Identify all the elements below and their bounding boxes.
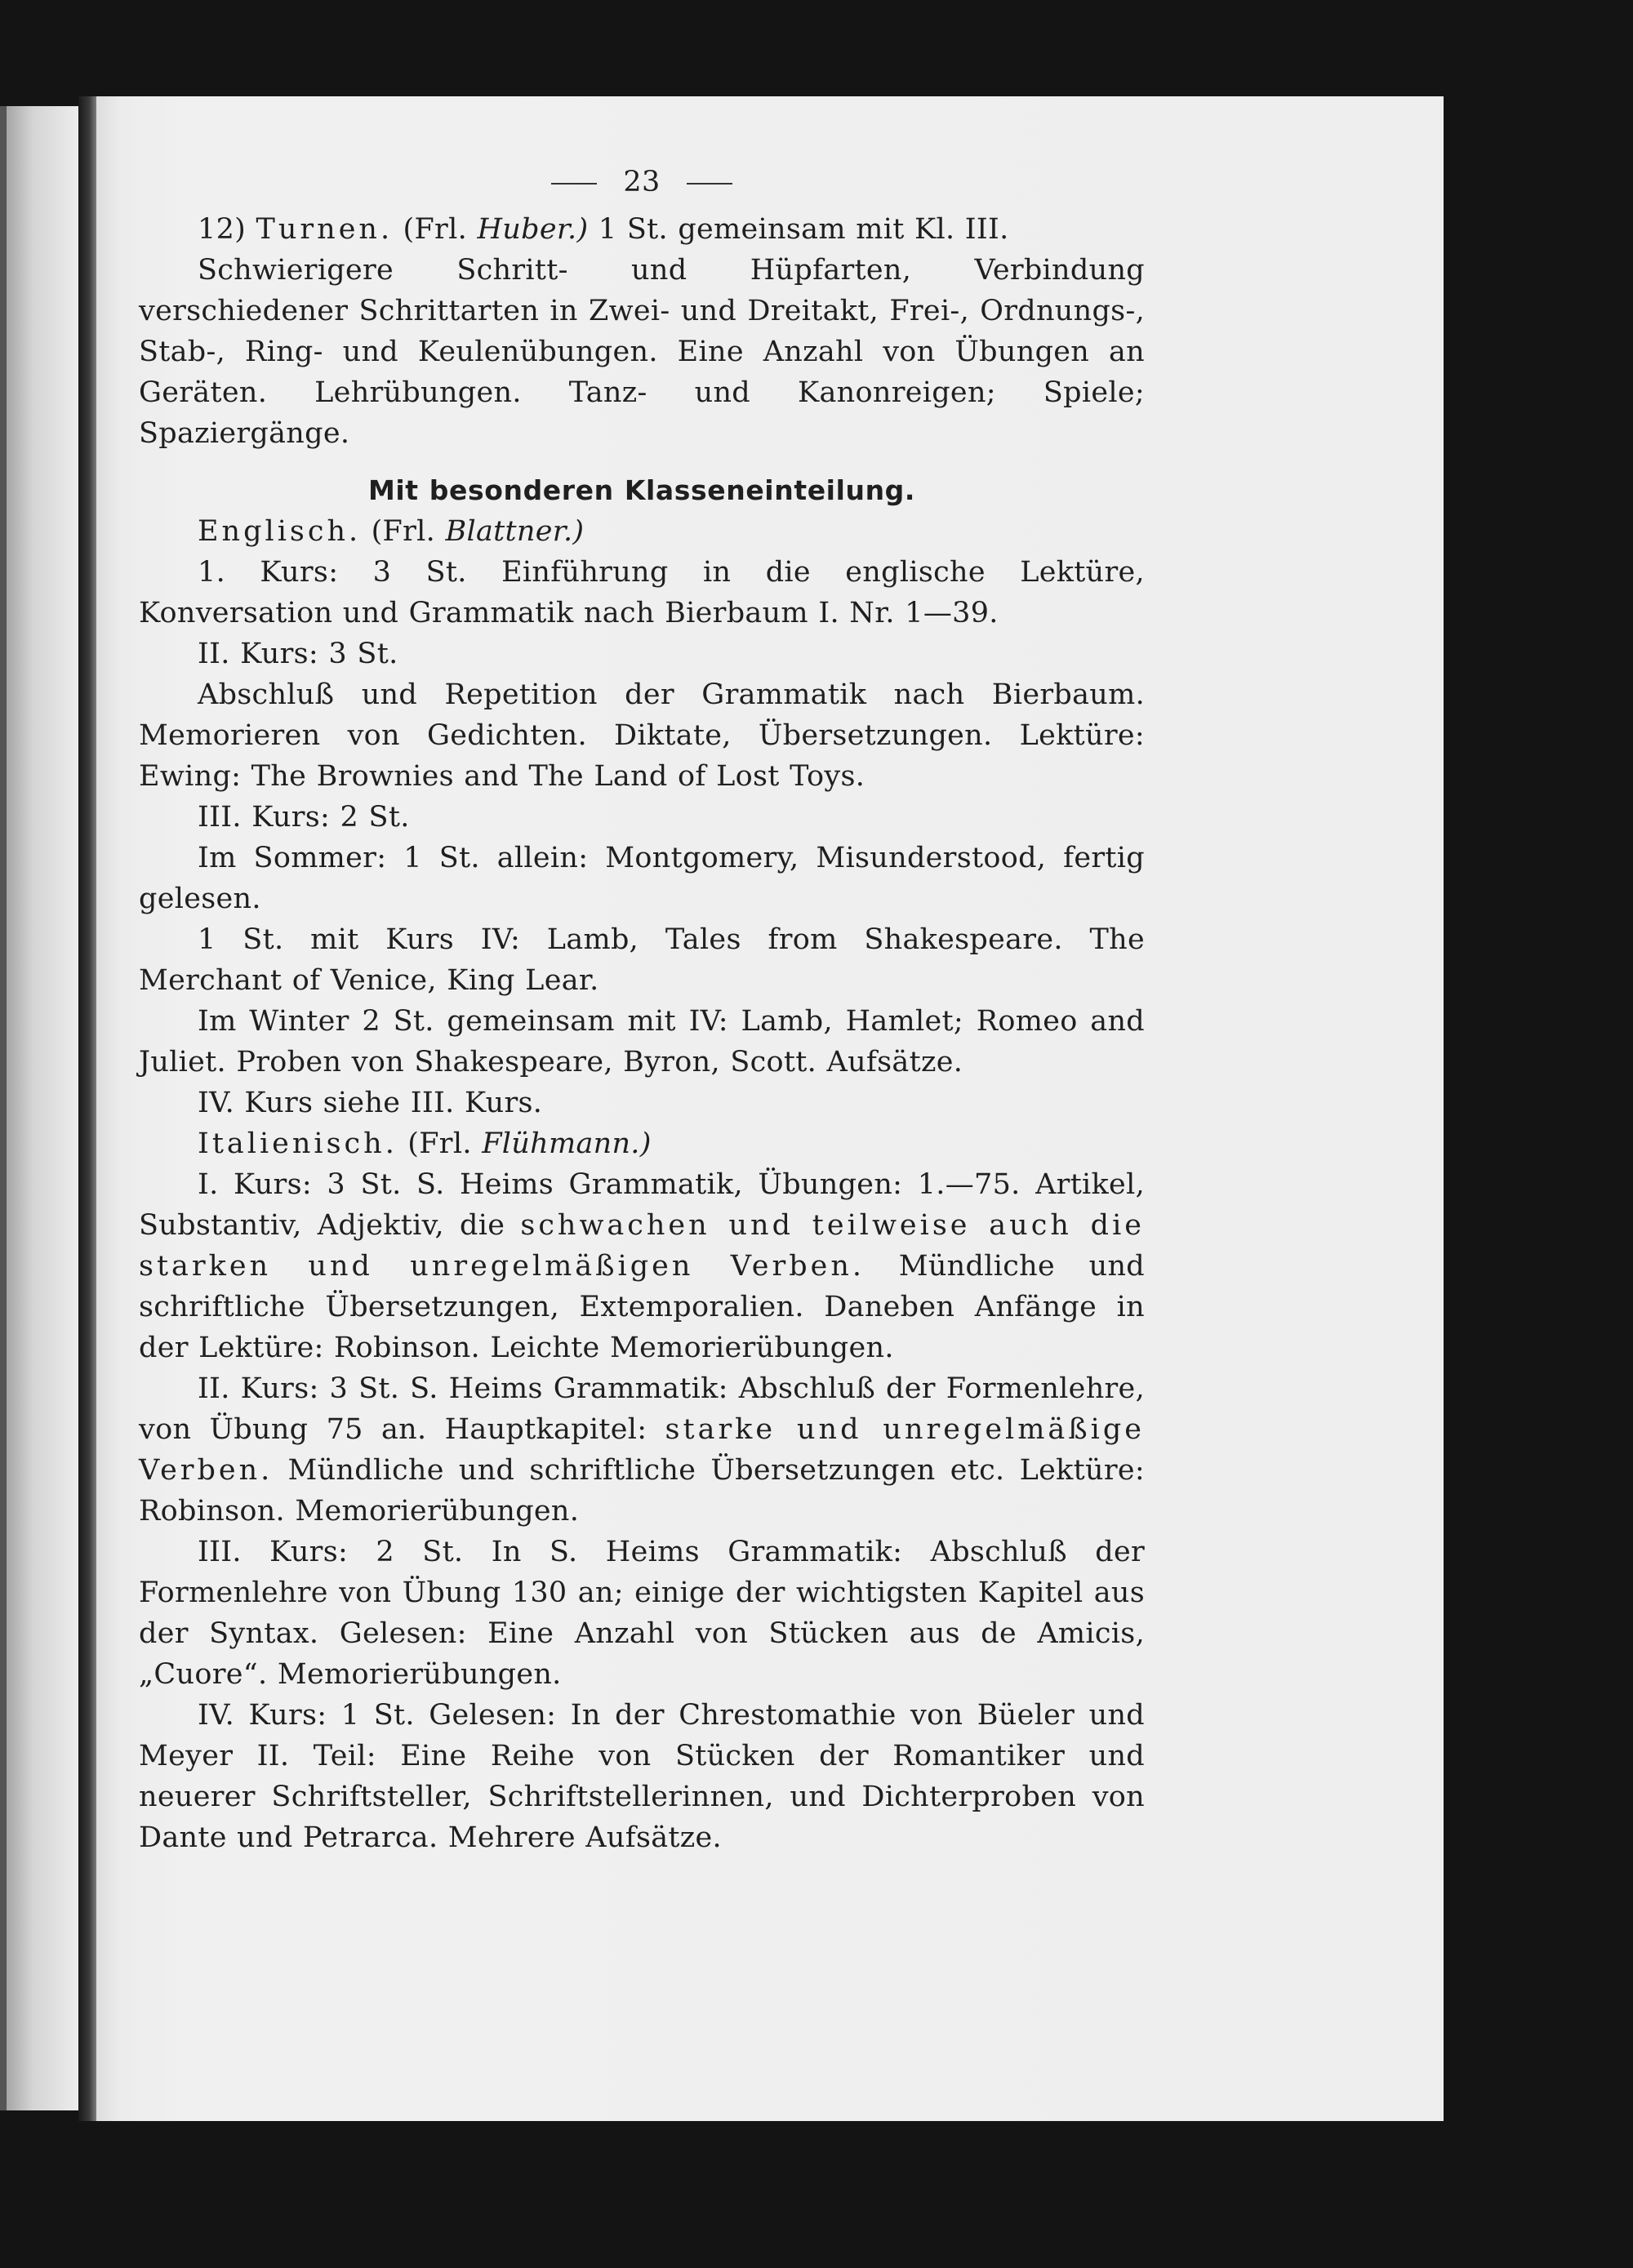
italienisch-kurs-2-b: Mündliche und schriftliche Übersetzungen etc. Lektüre: Robinson. Memorierübungen. — [139, 1454, 1145, 1528]
englisch-title — [139, 511, 1145, 552]
englisch-subject: Englisch. — [198, 515, 362, 548]
turnen-title — [139, 209, 1145, 250]
page-number-value: 23 — [623, 166, 661, 198]
turnen-teacher: Huber.) — [477, 213, 589, 246]
page-number — [139, 162, 1145, 202]
englisch-kurs-2-title: II. Kurs: 3 St. — [198, 638, 398, 670]
italienisch-teacher: Flühmann.) — [482, 1127, 652, 1160]
italienisch-teacher-prefix: (Frl. — [407, 1127, 472, 1160]
italienisch-subject: Italienisch. — [198, 1127, 398, 1160]
englisch-kurs-2-body: Abschluß und Repetition der Grammatik nach Bierbaum. Memorieren von Gedichten. Diktate, Übersetzungen. Lektüre: Ewing: The Brownies and The Land of Lost Toys. — [139, 678, 1145, 793]
turnen-subject: Turnen. — [256, 213, 394, 246]
englisch-kurs-4: IV. Kurs siehe III. Kurs. — [198, 1087, 543, 1119]
page-gutter — [78, 96, 96, 2121]
page-content — [139, 162, 1145, 1858]
left-page-edge — [0, 106, 82, 2110]
italienisch-kurs-3: III. Kurs: 2 St. In S. Heims Grammatik: Abschluß der Formenlehre von Übung 130 an; einige der wichtigsten Kapitel aus der Syntax. Gelesen: Eine Anzahl von Stücken aus de Amicis, „Cuore“. Memorierübungen. — [139, 1536, 1145, 1691]
italienisch-kurs-1-b: Mündliche und schriftliche Übersetzungen, Extemporalien. Daneben Anfänge in der Lektüre: Robinson. Leichte Memorierübungen. — [139, 1250, 1145, 1364]
italienisch-kurs-1 — [139, 1164, 1145, 1368]
left-page-shadow — [0, 106, 7, 2110]
italienisch-title — [139, 1123, 1145, 1164]
italienisch-kurs-2-a: II. Kurs: 3 St. S. Heims Grammatik: Abschluß der Formenlehre, von Übung 75 an. Hauptkapitel: — [139, 1372, 1145, 1446]
turnen-hours: 1 St. gemeinsam mit Kl. III. — [598, 213, 1009, 246]
englisch-teacher: Blattner.) — [445, 515, 585, 548]
englisch-kurs-3-mit-iv: 1 St. mit Kurs IV: Lamb, Tales from Shakespeare. The Merchant of Venice, King Lear. — [139, 923, 1145, 997]
englisch-kurs-3-sommer: Im Sommer: 1 St. allein: Montgomery, Misunderstood, fertig gelesen. — [139, 842, 1145, 915]
dash-left — [551, 183, 597, 185]
turnen-teacher-prefix: (Frl. — [403, 213, 468, 246]
englisch-kurs-3-title: III. Kurs: 2 St. — [198, 801, 410, 834]
italienisch-kurs-4: IV. Kurs: 1 St. Gelesen: In der Chrestomathie von Büeler und Meyer II. Teil: Eine Reihe von Stücken der Romantiker und neuerer Schriftsteller, Schriftstellerinnen, und Dichterproben von Dante und Petrarca. Mehrere Aufsätze. — [139, 1699, 1145, 1854]
englisch-teacher-prefix: (Frl. — [371, 515, 436, 548]
italienisch-kurs-2 — [139, 1368, 1145, 1532]
dash-right — [687, 183, 732, 185]
italienisch-kurs-1-spaced: schwachen und teilweise auch die starken und unregelmäßigen Verben. — [139, 1209, 1145, 1283]
turnen-number: 12) — [198, 213, 247, 246]
italienisch-kurs-2-spaced: starke und unregelmäßige Verben. — [139, 1413, 1145, 1487]
section-heading: Mit besonderen Klasseneinteilung. — [367, 474, 916, 506]
turnen-body: Schwierigere Schritt- und Hüpfarten, Verbindung verschiedener Schrittarten in Zwei- und Dreitakt, Frei-, Ordnungs-, Stab-, Ring- und Keulenübungen. Eine Anzahl von Übungen an Geräten. Lehrübungen. Tanz- und Kanonreigen; Spiele; Spaziergänge. — [139, 254, 1145, 450]
englisch-kurs-1: 1. Kurs: 3 St. Einführung in die englische Lektüre, Konversation und Grammatik nach Bierbaum I. Nr. 1—39. — [139, 556, 1145, 629]
italienisch-kurs-1-a: I. Kurs: 3 St. S. Heims Grammatik, Übungen: 1.—75. Artikel, Substantiv, Adjektiv, die — [139, 1168, 1145, 1242]
englisch-kurs-3-winter: Im Winter 2 St. gemeinsam mit IV: Lamb, Hamlet; Romeo and Juliet. Proben von Shakespeare, Byron, Scott. Aufsätze. — [139, 1005, 1145, 1078]
